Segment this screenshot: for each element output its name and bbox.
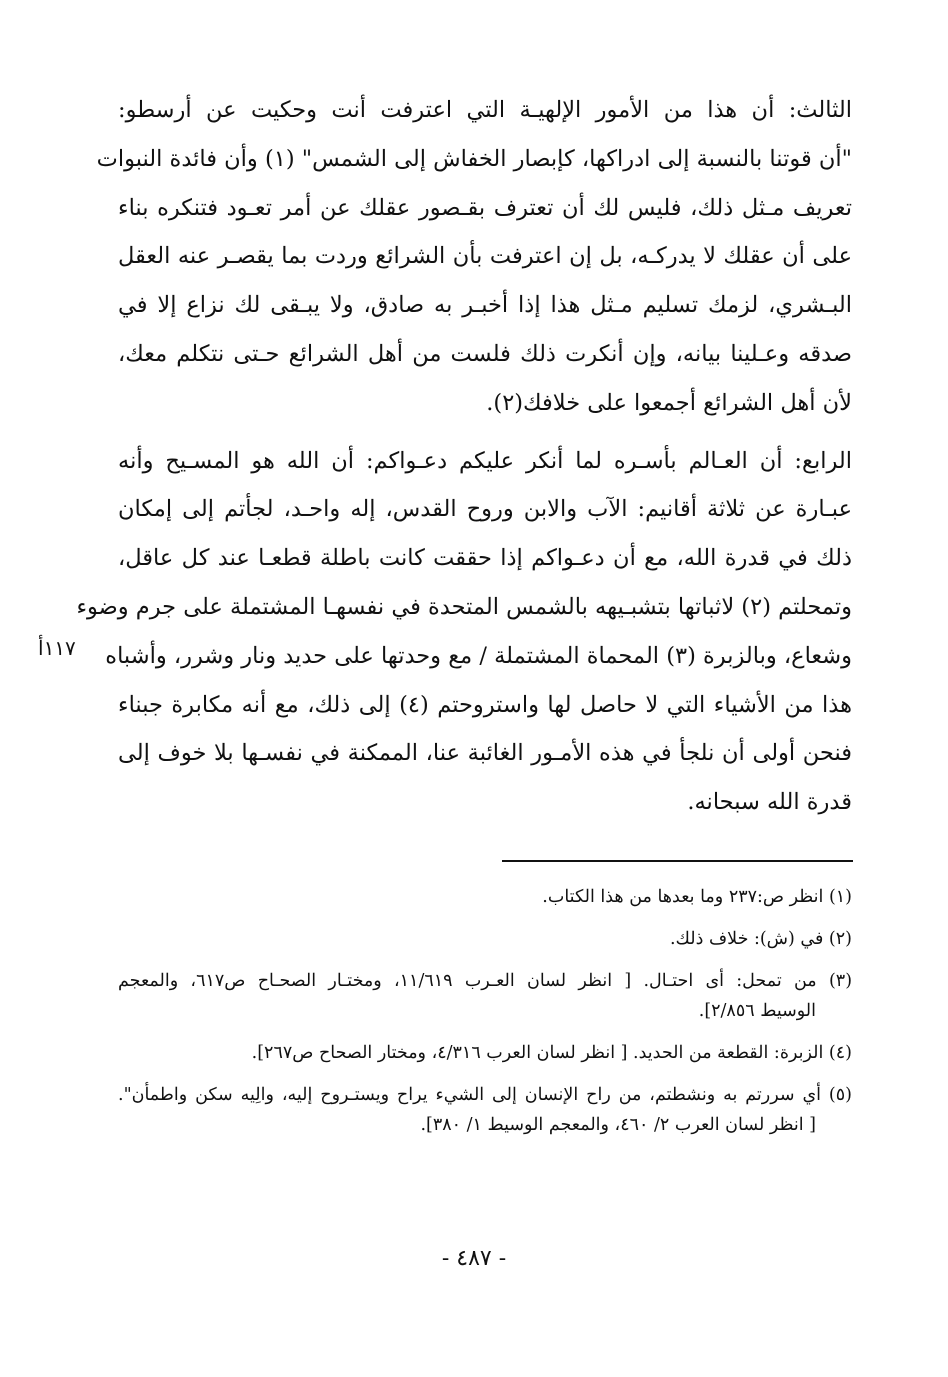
text-line: الثالث: أن هذا من الأمور الإلهيـة التي اعترفت أنت وحكيت عن أرسطو:: [118, 97, 852, 123]
footnote-3: [118, 966, 852, 1026]
text-line: وشعاع، وبالزبرة (٣) المحماة المشتملة / مع وحدتها على حديد ونار وشرر، وأشباه: [105, 642, 852, 669]
text-line: صدقه وعـلينا بيانه، وإن أنكرت ذلك فلست من أهل الشرائع حـتى نتكلم معك،: [118, 340, 852, 367]
text-line: البـشري، لزمك تسليم مـثل هذا إذا أخبـر به صادق، ولا يبـقى لك نزاع إلا في: [118, 292, 852, 319]
footnote-1: [118, 882, 852, 912]
text-line: عبـارة عن ثلاثة أقانيم: الآب والابن وروح القدس، إله واحـد، لجأتم إلى إمكان: [118, 496, 852, 523]
paragraph-third: [96, 86, 852, 428]
footnote-line: (١) انظر ص:٢٣٧ وما بعدها من هذا الكتاب.: [542, 887, 852, 907]
footnote-4: [118, 1038, 852, 1068]
text-line: على أن عقلك لا يدركـه، بل إن اعترفت بأن الشرائع وردت بما يقصـر عنه العقل: [118, 243, 852, 270]
footnote-line: (٣) من تمحل: أى احتـال. [ انظر لسان العـرب ١١/٦١٩، ومختـار الصحـاح ص٦١٧، والمعجم: [118, 971, 853, 991]
footnote-5: [118, 1080, 852, 1140]
page-number: - ٤٨٧ -: [441, 1246, 507, 1271]
text-line: فنحن أولى أن نلجأ في هذه الأمـور الغائبة عنا، الممكنة في نفسـها بلا خوف إلى: [118, 740, 852, 767]
paragraph-gap: [118, 428, 852, 437]
footnote-line: [ انظر لسان العرب ٢/ ٤٦٠، والمعجم الوسيط ١/ ٣٨٠].: [420, 1115, 816, 1135]
text-line: "أن قوتنا بالنسبة إلى ادراكها، كإبصار الخفاش إلى الشمس" (١) وأن فائدة النبوات: [96, 145, 852, 172]
footnote-line: الوسيط ٢/٨٥٦].: [698, 1001, 816, 1021]
text-line: قدرة الله سبحانه.: [687, 789, 852, 816]
main-text: [76, 86, 852, 827]
footnote-2: [118, 924, 852, 954]
footnote-line: (٢) في (ش): خلاف ذلك.: [669, 929, 852, 949]
manuscript-folio-note: ١١٧أ: [38, 636, 76, 660]
text-line: هذا من الأشياء التي لا حاصل لها واستروحتم (٤) إلى ذلك، مع أنه مكابرة جبناء: [118, 691, 852, 718]
footnotes: [118, 870, 852, 1140]
footnote-separator: [502, 860, 853, 862]
text-line: ذلك في قدرة الله، مع أن دعـواكم إذا حققت كانت باطلة قطعـا عند كل عاقل،: [118, 545, 852, 572]
paragraph-fourth: [76, 437, 852, 827]
text-line: الرابع: أن العـالم بأسـره لما أنكر عليكم دعـواكم: أن الله هو المسـيح وأنه: [118, 447, 852, 474]
text-line: لأن أهل الشرائع أجمعوا على خلافك(٢).: [486, 389, 852, 416]
text-line: تعريف مـثل ذلك، فليس لك أن تعترف بقـصور عقلك عن أمر تعـود فتنكره بناء: [118, 194, 852, 221]
footnote-line: (٥) أي سررتم به ونشطتم، من راح الإنسان إلى الشيء يراح ويستـروح إليه، والِيه سكن واطمأن".: [118, 1085, 852, 1105]
footnote-line: (٤) الزبرة: القطعة من الحديد. [ انظر لسان العرب ٤/٣١٦، ومختار الصحاح ص٢٦٧].: [251, 1043, 852, 1063]
text-line: وتمحلتم (٢) لاثباتها بتشبـيهه بالشمس المتحدة في نفسهـا المشتملة على جرم وضوء: [76, 593, 852, 620]
